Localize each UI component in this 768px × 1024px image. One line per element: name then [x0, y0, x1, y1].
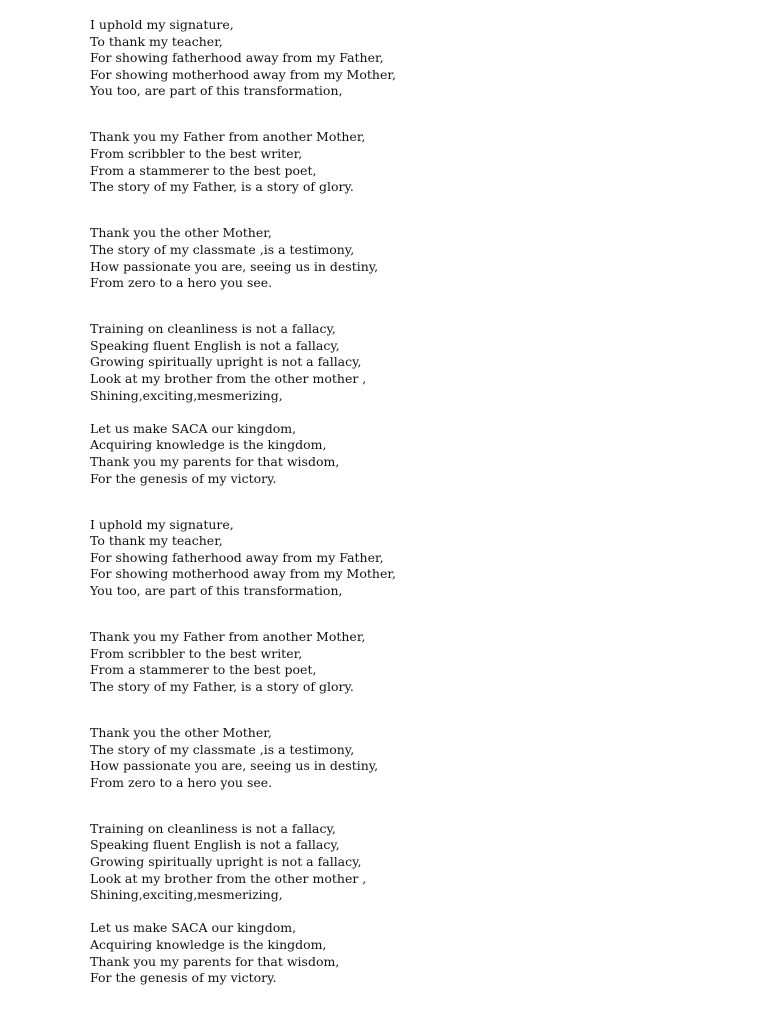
stanza — [90, 629, 730, 695]
poem-line: The story of my Father, is a story of glory. — [90, 678, 354, 694]
poem-line: How passionate you are, seeing us in destiny, — [90, 258, 379, 274]
poem-line: You too, are part of this transformation, — [90, 83, 343, 99]
poem-line: From scribbler to the best writer, — [90, 146, 303, 162]
poem-line: Thank you the other Mother, — [90, 725, 272, 740]
stanza — [90, 421, 730, 487]
poem-line: I uphold my signature, — [90, 516, 234, 532]
stanza — [90, 725, 730, 791]
poem-line: Growing spiritually upright is not a fallacy, — [90, 854, 362, 870]
poem-line: Thank you my parents for that wisdom, — [90, 953, 340, 969]
poem-line: Acquiring knowledge is the kingdom, — [90, 437, 327, 453]
poem-line: From a stammerer to the best poet, — [90, 162, 317, 178]
stanza-gap — [90, 791, 730, 821]
poem-line: From zero to a hero you see. — [90, 774, 273, 790]
poem-line: The story of my Father, is a story of glory. — [90, 179, 354, 195]
poem-line: Training on cleanliness is not a fallacy, — [90, 321, 336, 337]
poem-line: From zero to a hero you see. — [90, 275, 273, 291]
poem-line: To thank my teacher, — [90, 533, 223, 549]
poem-line: For showing fatherhood away from my Father, — [90, 549, 384, 565]
poem-line: Speaking fluent English is not a fallacy, — [90, 837, 340, 853]
stanza — [90, 321, 730, 404]
poem-line: For the genesis of my victory. — [90, 970, 277, 986]
stanza-gap — [90, 196, 730, 226]
poem-line: The story of my classmate ,is a testimony, — [90, 741, 355, 757]
poem-line: Acquiring knowledge is the kingdom, — [90, 937, 327, 953]
stanza — [90, 821, 730, 904]
poem-line: Let us make SACA our kingdom, — [90, 920, 297, 936]
poem-text — [90, 17, 730, 987]
poem-line: Thank you my Father from another Mother, — [90, 129, 366, 145]
poem-line: Growing spiritually upright is not a fallacy, — [90, 354, 362, 370]
poem-line: For showing motherhood away from my Mother, — [90, 566, 396, 582]
stanza-gap — [90, 600, 730, 630]
stanza-gap — [90, 904, 730, 921]
poem-line: To thank my teacher, — [90, 33, 223, 49]
poem-line: Speaking fluent English is not a fallacy, — [90, 337, 340, 353]
poem-line: Thank you my Father from another Mother, — [90, 629, 366, 645]
stanza — [90, 225, 730, 291]
poem-line: For showing motherhood away from my Mother, — [90, 66, 396, 82]
stanza-gap — [90, 292, 730, 322]
stanza — [90, 920, 730, 986]
stanza — [90, 17, 730, 100]
poem-line: From a stammerer to the best poet, — [90, 662, 317, 678]
poem-line: Thank you the other Mother, — [90, 225, 272, 241]
stanza-gap — [90, 404, 730, 421]
poem-line: Shining,exciting,mesmerizing, — [90, 387, 283, 403]
stanza-gap — [90, 696, 730, 726]
poem-line: Let us make SACA our kingdom, — [90, 420, 297, 436]
stanza — [90, 517, 730, 600]
poem-line: For the genesis of my victory. — [90, 470, 277, 486]
poem-line: I uphold my signature, — [90, 17, 234, 32]
poem-line: Training on cleanliness is not a fallacy, — [90, 820, 336, 836]
poem-line: How passionate you are, seeing us in destiny, — [90, 758, 379, 774]
poem-line: Shining,exciting,mesmerizing, — [90, 887, 283, 903]
poem-line: For showing fatherhood away from my Father, — [90, 50, 384, 66]
poem-line: Look at my brother from the other mother , — [90, 870, 367, 886]
poem-line: Look at my brother from the other mother , — [90, 371, 367, 386]
stanza-gap — [90, 487, 730, 517]
stanza-gap — [90, 100, 730, 130]
poem-line: You too, are part of this transformation, — [90, 583, 343, 599]
stanza — [90, 129, 730, 195]
poem-line: The story of my classmate ,is a testimony, — [90, 241, 355, 257]
poem-line: Thank you my parents for that wisdom, — [90, 453, 340, 469]
poem-line: From scribbler to the best writer, — [90, 645, 303, 661]
